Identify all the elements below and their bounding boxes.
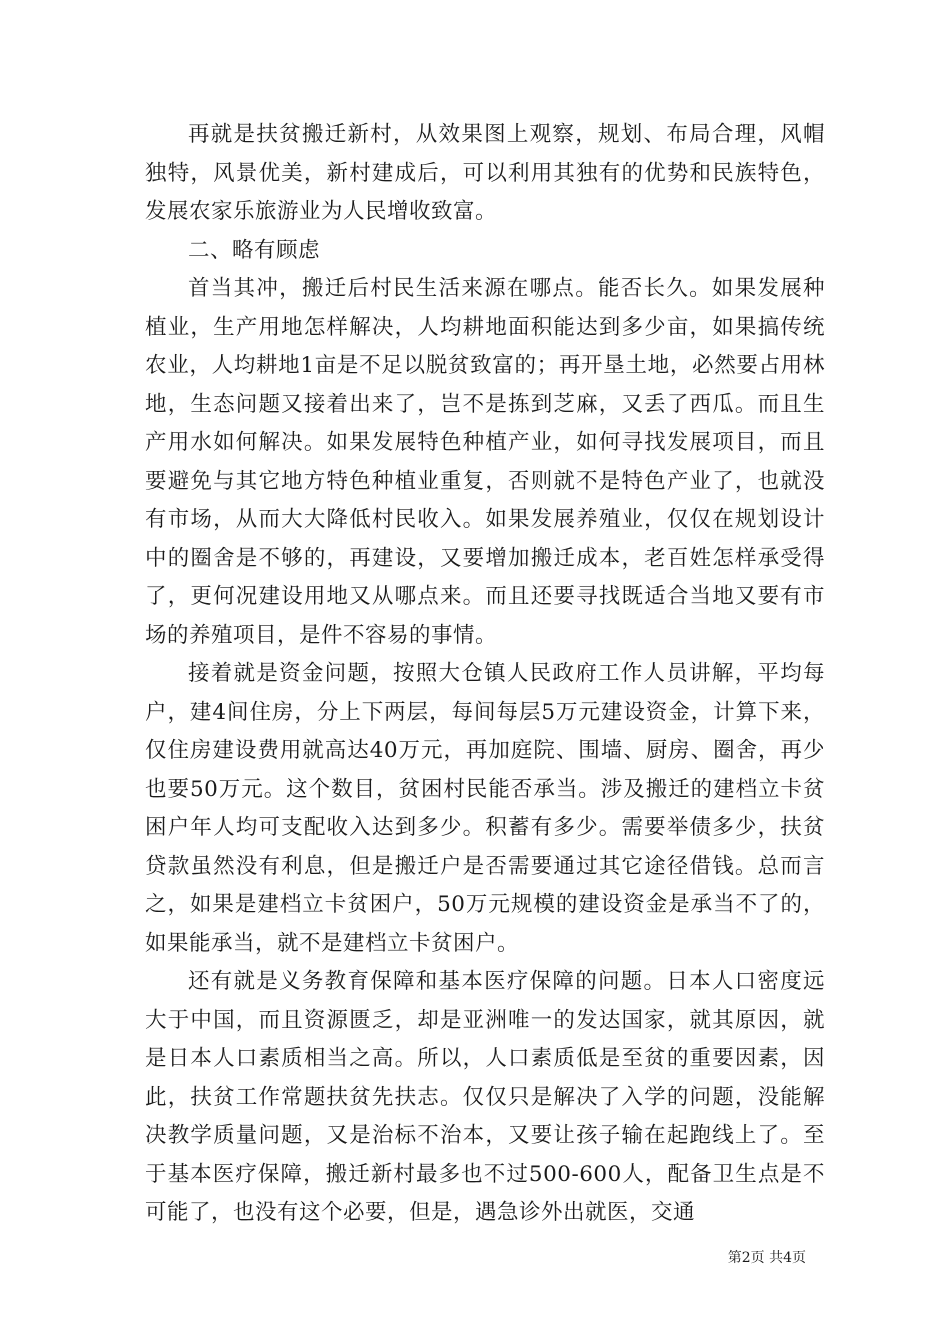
current-page-number: 2 — [741, 1250, 751, 1266]
document-body — [145, 116, 825, 1233]
footer-suffix: 页 — [792, 1250, 806, 1266]
footer-mid: 页 共 — [750, 1250, 784, 1266]
paragraph-new-village: 再就是扶贫搬迁新村，从效果图上观察，规划、布局合理，风帽独特，风景优美，新村建成后，可以利用其独有的优势和民族特色，发展农家乐旅游业为人民增收致富。 — [145, 122, 825, 224]
page-number-footer — [728, 1247, 806, 1267]
section-heading-concerns: 二、略有顾虑 — [188, 237, 321, 263]
paragraph-funding: 接着就是资金问题，按照大仓镇人民政府工作人员讲解，平均每户，建4间住房，分上下两层，每间每层5万元建设资金，计算下来，仅住房建设费用就高达40万元，再加庭院、围墙、厨房、圈舍，再少也要50万元。这个数目，贫困村民能否承当。涉及搬迁的建档立卡贫困户年人均可支配收入达到多少。积蓄有多少。需要举债多少，扶贫贷款虽然没有利息，但是搬迁户是否需要通过其它途径借钱。总而言之，如果是建档立卡贫困户，50万元规模的建设资金是承当不了的，如果能承当，就不是建档立卡贫困户。 — [145, 661, 825, 956]
total-pages-number: 4 — [783, 1250, 792, 1266]
paragraph-livelihood: 首当其冲，搬迁后村民生活来源在哪点。能否长久。如果发展种植业，生产用地怎样解决，人均耕地面积能达到多少亩，如果搞传统农业，人均耕地1亩是不足以脱贫致富的；再开垦土地，必然要占用林地，生态问题又接着出来了，岂不是拣到芝麻，又丢了西瓜。而且生产用水如何解决。如果发展特色种植产业，如何寻找发展项目，而且要避免与其它地方特色种植业重复，否则就不是特色产业了，也就没有市场，从而大大降低村民收入。如果发展养殖业，仅仅在规划设计中的圈舍是不够的，再建设，又要增加搬迁成本，老百姓怎样承受得了，更何况建设用地又从哪点来。而且还要寻找既适合当地又要有市场的养殖项目，是件不容易的事情。 — [145, 276, 825, 648]
paragraph-education-medical: 还有就是义务教育保障和基本医疗保障的问题。日本人口密度远大于中国，而且资源匮乏，却是亚洲唯一的发达国家，就其原因，就是日本人口素质相当之高。所以，人口素质低是至贫的重要因素，因此，扶贫工作常题扶贫先扶志。仅仅只是解决了入学的问题，没能解决教学质量问题，又是治标不治本，又要让孩子输在起跑线上了。至于基本医疗保障，搬迁新村最多也不过500-600人，配备卫生点是不可能了，也没有这个必要，但是，遇急诊外出就医，交通 — [145, 969, 825, 1225]
footer-prefix: 第 — [727, 1250, 742, 1266]
